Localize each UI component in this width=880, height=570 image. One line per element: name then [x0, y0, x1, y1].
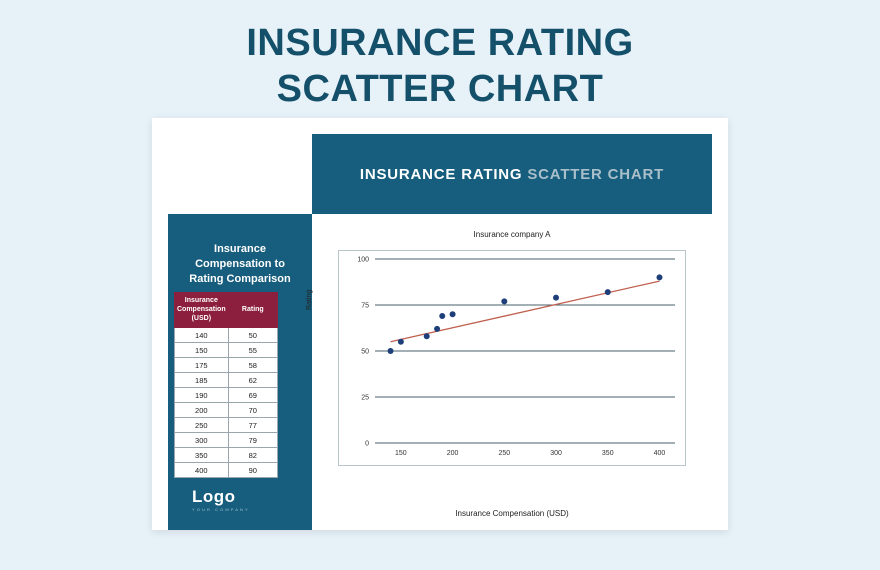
table-header-rating: Rating — [228, 293, 277, 328]
table-row — [175, 418, 278, 433]
data-point — [605, 289, 611, 295]
chart-y-axis-label: Rating — [306, 289, 313, 310]
banner-title-strong: INSURANCE RATING — [359, 165, 523, 183]
y-tick-label: 100 — [357, 256, 369, 264]
data-point — [656, 274, 662, 280]
banner-title — [360, 166, 664, 183]
cell-compensation: 300 — [175, 433, 229, 448]
banner-title-muted: SCATTER CHART — [527, 165, 665, 183]
cell-compensation: 150 — [175, 343, 229, 358]
logo-subtext: YOUR COMPANY — [192, 507, 250, 512]
data-point — [450, 311, 456, 317]
scatter-plot — [339, 251, 685, 465]
page-title-line1: INSURANCE RATING — [246, 22, 634, 64]
page-title — [0, 20, 880, 113]
y-tick-label: 0 — [365, 440, 369, 448]
slide-card — [152, 118, 728, 530]
cell-compensation: 175 — [175, 358, 229, 373]
table-row — [175, 343, 278, 358]
cell-compensation: 350 — [175, 448, 229, 463]
cell-rating: 50 — [228, 328, 277, 343]
table-row — [175, 373, 278, 388]
cell-rating: 82 — [228, 448, 277, 463]
page-title-line2: SCATTER CHART — [276, 68, 604, 111]
cell-compensation: 200 — [175, 403, 229, 418]
data-point — [501, 298, 507, 304]
table-row — [175, 388, 278, 403]
data-point — [434, 326, 440, 332]
y-tick-label: 75 — [361, 302, 369, 310]
y-tick-label: 25 — [361, 394, 369, 402]
data-point — [398, 339, 404, 345]
cell-rating: 77 — [228, 418, 277, 433]
chart-panel — [306, 214, 712, 530]
logo — [192, 488, 250, 512]
cell-compensation: 190 — [175, 388, 229, 403]
data-point — [439, 313, 445, 319]
data-table — [174, 292, 278, 478]
x-tick-label: 250 — [498, 450, 511, 457]
x-tick-label: 300 — [550, 450, 562, 457]
table-row — [175, 358, 278, 373]
y-tick-label: 50 — [361, 348, 369, 356]
cell-rating: 70 — [228, 403, 277, 418]
sidebar-heading: Insurance Compensation to Rating Comparison — [189, 243, 291, 285]
x-tick-label: 400 — [653, 450, 666, 457]
logo-text: Logo — [192, 487, 236, 506]
table-row — [175, 463, 278, 478]
data-point — [553, 295, 559, 301]
cell-compensation: 140 — [175, 328, 229, 343]
table-header-compensation: Insurance Compensation (USD) — [175, 293, 229, 328]
cell-compensation: 185 — [175, 373, 229, 388]
chart-title: Insurance company A — [473, 230, 551, 239]
trendline — [391, 281, 660, 342]
data-point — [424, 333, 430, 339]
x-tick-label: 150 — [395, 450, 407, 457]
table-row — [175, 448, 278, 463]
cell-rating: 90 — [228, 463, 277, 478]
chart-plot-area — [338, 250, 686, 466]
x-tick-label: 350 — [601, 450, 614, 457]
data-point — [388, 348, 394, 354]
cell-compensation: 400 — [175, 463, 229, 478]
chart-x-axis-label: Insurance Compensation (USD) — [455, 509, 569, 518]
cell-rating: 58 — [228, 358, 277, 373]
table-header-row — [175, 293, 278, 328]
x-tick-label: 200 — [446, 450, 459, 457]
cell-rating: 55 — [228, 343, 277, 358]
table-row — [175, 328, 278, 343]
table-row — [175, 403, 278, 418]
cell-rating: 62 — [228, 373, 277, 388]
table-row — [175, 433, 278, 448]
cell-compensation: 250 — [175, 418, 229, 433]
banner — [312, 134, 712, 214]
cell-rating: 69 — [228, 388, 277, 403]
cell-rating: 79 — [228, 433, 277, 448]
